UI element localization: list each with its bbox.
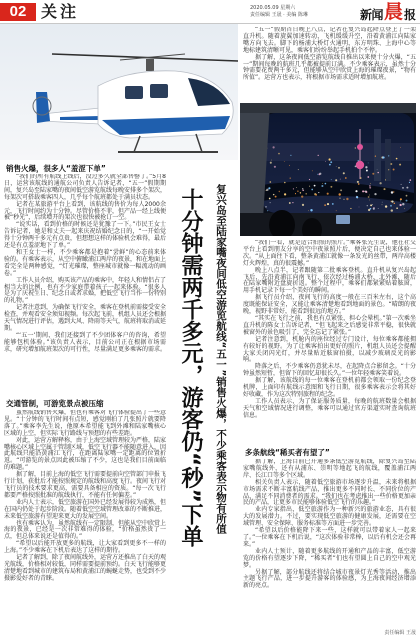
city-light [379,182,381,184]
city-light [293,188,294,189]
city-light [292,202,293,203]
city-light [271,160,272,161]
right-column-section-1 [243,240,416,445]
city-light [390,163,392,165]
city-light [265,206,266,207]
cabin-window [125,86,143,99]
city-light [269,198,271,200]
body-paragraph: “五一”假期首日晚上八点，记者在复兴岛起降点登上了一架直升机。随着旋翼加速转动，飞机缓缓升空，沿着黄浦江向陆家嘴方向飞去。脚下的杨浦大桥灯火通明，东方明珠、上海中心等地标建筑清晰可见，乘客们纷纷举起手机拍个不停。 [243,27,416,54]
body-paragraph: “希望以后能开放更多的航线，让大家看到更多不一样的上海。”不少乘客在下机后表达了这样的期待。 [4,540,166,555]
body-paragraph: “其实在飞行之前，我也有点紧张，担心会晕机。”第一次乘坐直升机的陈女士告诉记者，“但飞起来之后感觉非常平稳，很快就被窗外的景色吸引了，完全忘记了紧张。” [243,314,416,336]
city-light [275,196,277,198]
date-line: 2020.05.09 星期六 [250,5,296,11]
headline-kicker: 复兴岛至陆家嘴夜间低空游览航线“五一”销售火爆，不少乘客表示物有所值 [215,184,227,534]
city-light [382,156,384,158]
section-heading: 多条航线“稀买者有望了” [245,448,330,457]
city-light [383,188,385,190]
city-light [284,182,286,184]
city-light [382,204,383,205]
logo-part-3: 报 [403,8,416,22]
body-paragraph: 降落之后，不少乘客仍意犹未尽，在起降点合影留念。“十分钟虽然短暂，但留下的回忆却很长久。”一位年轻乘客笑着说。 [243,363,416,378]
city-light [290,177,291,178]
city-light [330,161,332,163]
city-light [401,184,402,185]
city-light [340,179,341,180]
city-light [330,186,332,188]
body-paragraph: 记者注意到，机舱内的座位经过专门设计，每位乘客都能拥有较好的视野。为了让乘客拍出更好的照片，机组人员还会提醒大家关闭闪光灯，并尽量贴近舷窗拍摄，以减少玻璃反光的影响。 [243,335,416,364]
city-light [385,179,386,180]
city-light [364,191,365,192]
city-light [340,189,342,191]
body-paragraph: 对此，运营方解释称，由于上海空域管理较为严格，陆家嘴核心区域上空属于管制区域，低空飞行器不能随意进入，因此航线只能沿黄浦江飞行，在距离陆家嘴一定距离的位置折返。“可游览的景点因此被压缩了不少，这也是我们目前面临的难题。” [4,436,166,472]
body-paragraph: 记者了解到，除了夜间航线外，运营方还推出了白天的观光航线，价格相对较低，同样需要提前预约。白天飞行能够更清楚地看到城市的建筑布局和黄浦江的蜿蜒走势，也受到不少摄影爱好者的青睐。 [4,554,166,582]
body-paragraph: 据了解，上海目前已开通多条低空游览航线，除复兴岛至陆家嘴航线外，还有从浦东、崇明等地起飞的航线，覆盖浦江两岸、长江口等多个区域。 [243,459,416,479]
city-light [369,187,371,189]
skyscraper [374,129,381,181]
city-light [301,195,303,197]
city-light [325,183,327,185]
body-paragraph: 业内人士表示，低空旅游在国外已经发展得较为成熟，但在国内仍处于起步阶段。随着低空空域管理改革的不断推进，未来低空旅游有望迎来更大的发展空间。 [4,498,166,520]
city-light [404,208,405,209]
city-light [350,208,351,209]
lead-text [243,27,416,101]
city-light [298,169,299,170]
city-light [322,183,323,184]
city-light [368,162,369,163]
body-paragraph: 记者注意到，为确保飞行安全，乘客在登机前需接受安全检查，并观看安全须知视频。每次起飞前，机组人员还会根据天气情况进行评估，遇到大风、降雨等天气，航班将取消或延期。 [4,304,166,332]
city-light [309,179,310,180]
section-heading: 销售火爆，很多人“羞涩下单” [6,164,106,173]
city-light [269,181,271,183]
city-light [343,199,344,200]
city-light [273,194,274,195]
city-light [373,207,374,208]
city-light [284,193,286,195]
body-paragraph: “我们的所有航线上线后，没过多久就全部售罄了。”5月8日，运营该航线的通航公司负责人告诉记者，“五一”假期期间，复兴岛至陆家嘴的夜间低空游览航线每晚安排多个架次，每架次可搭载乘客四人，几乎每个航班都处于满员状态。 [4,174,166,201]
city-light [393,169,395,171]
city-light [367,176,369,178]
city-light [368,196,370,198]
city-light [366,170,368,172]
city-light [318,155,319,156]
city-light [372,173,374,175]
city-light [338,167,340,169]
city-light [357,198,358,199]
city-light [346,198,348,200]
body-paragraph: 业内专家指出，低空旅游作为一种新兴的旅游业态，具有很大的发展潜力。不过，要实现低空旅游的健康发展，还需要在空域管理、安全保障、服务标准等方面进一步完善。 [243,506,416,528]
city-light [382,202,383,203]
city-light [355,190,357,192]
city-light [357,181,359,183]
body-paragraph: 虽然航线销售火爆，但也有乘客对飞行体验提出了一些意见。“十分钟的飞行时间有点短，感觉刚拍了几张照片就要降落了。”乘客李先生说，他原本希望能飞到外滩和陆家嘴核心区域的上空，但实际飞行路线与预想的有些差距。 [4,410,166,437]
body-paragraph: “希望以后价格能降下来一些，这样就可以带着家人一起来了。”一位乘客在下机后说，“这次体验非常棒，以后有机会还会再来。” [243,527,416,548]
city-light [270,162,272,164]
section-title: 关注 [41,2,80,21]
body-paragraph: 和王女士一样，不少乘客都是抱着“尝鲜”的心态前来体验的。有乘客表示，从空中俯瞰浦江两岸的夜景，和在地面上看完全是两种感觉，“灯光璀璨，整座城市就像一幅流动的画卷。” [4,248,166,277]
city-light [400,200,401,201]
city-light [324,204,326,206]
page-number: 02 [0,3,36,21]
city-light [360,177,362,179]
city-light [345,177,347,179]
city-light [394,203,395,204]
city-light [377,169,378,170]
city-light [400,147,401,148]
right-column-section-2 [243,459,416,625]
window-frame-top [240,103,416,113]
body-paragraph: “说实话，看到价格的时候还是犹豫了一下。”市民王女士告诉记者，她是和丈夫一起来庆祝结婚纪念日的，“一开始觉得十分钟两千多元有点贵，但想想这样的体验机会难得，最后还是有点羞涩地下了单。” [4,221,166,250]
city-light [370,204,372,206]
city-light [302,204,304,206]
city-light [327,203,329,205]
city-light [400,198,402,200]
city-light [327,193,329,195]
city-light [369,200,370,201]
city-light [273,146,275,148]
city-light [297,190,299,192]
city-light [399,164,401,166]
tower-sphere [356,161,364,169]
body-paragraph: 据了解，该航线的每一位乘客在登机前都会领取一份纪念登机牌，上面印有航线示意图和飞行日期，很多乘客表示会将其好好收藏，作为这次特别旅程的纪念。 [243,377,416,398]
city-light [362,190,364,192]
city-light [302,188,303,189]
helicopter-photo [0,24,238,160]
body-paragraph: “我们一看，就是适合拍照的照片。”乘客张先生说，他在社交平台上看到朋友分享的空中夜景照片后，便决定自己也来体验一次。“从上面往下看，整条黄浦江就像一条发光的丝带，两岸高楼灯火辉煌，真的很震撼。” [243,240,416,267]
city-light [366,191,368,193]
city-light [311,189,313,191]
body-paragraph: 据了解，目前上海的低空飞行需要提前向空管部门申报飞行计划，获批后才能按照规定的航线和高度飞行。夜间飞行对飞行员的技术要求更高，需要具备相应的资质。“每一次飞行都要严格按照批准的航线执行，不能有任何偏差。” [4,471,166,499]
city-light [388,169,389,170]
city-light [369,195,370,196]
section-heading: 交通管制，可游览景点被压缩 [6,399,104,408]
city-light [377,172,378,173]
city-light [365,166,367,168]
body-paragraph: 据了解，这条夜间低空游览航线自推出以来便十分火爆，“五一”期间每晚的航班几乎都被提前订满。不少乘客表示，虽然十分钟需要花费两千多元，但能够从空中欣赏上海的璀璨夜景，“物有所值”。运营方也表示，将根据市场需求适时增加航班。 [243,53,416,82]
city-light [355,147,356,148]
city-light [266,189,268,191]
body-paragraph: 相关负责人表示，随着低空旅游市场逐步升温，未来将根据市场需求不断丰富航线产品，推出更多不同时长、不同价位的产品，满足不同消费者的需求。“我们也在考虑推出一些价格更加亲民的产品，让更多市民能够体验低空飞行的乐趣。” [243,478,416,507]
city-light [409,182,410,183]
city-light [391,191,393,193]
city-light [315,194,316,195]
city-light [278,153,280,155]
city-light [358,183,360,185]
left-column-section-1 [4,174,166,396]
city-light [372,204,373,205]
city-light [369,185,371,187]
city-light [279,191,280,192]
city-light [406,195,408,197]
city-light [309,186,310,187]
city-light [370,183,371,184]
city-light [406,187,408,189]
rotor-mast [146,59,154,71]
body-paragraph: 也有乘客认为，虽然航线有一定限制，但能从空中欣赏上海的夜景，已经是一次非常难得的体验，“价格虽然贵了一点，但总体来说还是值得的。” [4,519,166,541]
body-paragraph: 工作人员表示，为了保证服务质量，每晚的航班数量会根据天气和空域情况进行调整，乘客可以通过官方渠道实时查询航班信息。 [243,397,416,419]
skyscraper [385,139,391,181]
city-light [356,196,357,197]
city-light [312,170,313,171]
city-light [375,155,376,156]
night-city-illustration [240,103,416,236]
body-paragraph: 据飞行员介绍，夜间飞行的高度一般在三百米左右，这个高度既能保证安全，又能让乘客清楚地看到地面的景色。“晴朗的夜晚，视野非常好，能看到很远的地方。” [243,294,416,316]
cabin-window [150,84,168,98]
city-light [391,209,393,211]
city-light [402,187,404,189]
city-light [355,166,357,168]
city-light [321,185,323,187]
city-light [318,192,319,193]
city-light [336,166,337,167]
city-light [289,165,290,166]
city-light [302,189,304,191]
phone-screen [336,215,350,224]
body-paragraph: “‘五一’期间，我们还接到了不少团体客户的咨询，希望能够包机体验。”该负责人表示，目前公司正在根据市场需求，研究增加航班架次的可行性，尽量满足更多乘客的需求。 [4,331,166,353]
city-light [317,174,318,175]
city-light [296,187,297,188]
city-light [339,193,341,195]
city-light [402,203,404,205]
city-light [368,209,370,211]
horizon-glow [262,143,414,161]
city-light [268,187,270,189]
tower-sphere [357,144,363,150]
city-light [290,155,291,156]
city-light [331,179,332,180]
city-light [336,210,337,211]
city-light [390,205,392,207]
main-headline: 十分钟需两千多元，游客仍“秒”下单 [178,188,203,547]
city-light [406,200,408,202]
helicopter-illustration [0,24,238,160]
city-light [284,161,285,162]
city-light [274,166,276,168]
city-light [270,202,271,203]
newspaper-logo [360,1,416,22]
logo-part-2: 晨 [383,1,403,23]
city-light [300,192,301,193]
footer-editor: 责任编辑 王晟 [384,630,416,636]
city-light [329,164,331,166]
city-light [396,207,398,209]
city-light [399,204,401,206]
city-light [335,179,337,181]
body-paragraph: 晚上八点半，记者跟随第二批乘客登机。直升机从复兴岛起飞后，先沿黄浦江向南飞行，依次经过杨浦大桥、北外滩，随后在陆家嘴附近盘旋折返。整个过程中，乘客们都紧紧贴着舷窗，用手机记录下每一个美好的瞬间。 [243,266,416,295]
editor-line: 责任编辑 王晟 · 美编 陈琳 [250,12,308,18]
city-light [378,208,379,209]
night-view-photo [240,103,416,236]
left-column-section-2 [4,410,166,630]
city-light [343,172,345,174]
city-light [396,158,398,160]
city-light [329,158,331,160]
city-light [367,205,368,206]
city-light [314,185,316,187]
city-light [318,173,320,175]
city-light [339,198,340,199]
cabin-lower [240,213,416,236]
city-light [374,193,376,195]
city-light [325,161,326,162]
city-light [310,209,312,211]
city-light [358,160,360,162]
city-light [359,207,360,208]
city-light [308,210,309,211]
city-light [267,210,268,211]
city-light [289,202,291,204]
city-light [385,205,387,207]
logo-part-1: 新闻 [359,8,383,22]
city-light [332,203,334,205]
body-paragraph: 记者在某旅游平台上看到，该航线的售价为每人2000余元，飞行时间约为十分钟。尽管价格不菲，但产品一经上线便被“秒光”，后续增开的架次也很快被抢订一空。 [4,200,166,222]
body-paragraph: 另据了解，部分航线还将结合城市夜景灯光秀等活动，推出主题飞行产品，进一步提升游客的体验感，为上海夜间经济增添新的亮点。 [243,568,416,590]
city-light [305,193,307,195]
city-light [410,179,412,181]
city-light [392,201,393,202]
city-light [388,155,389,156]
city-light [295,193,296,194]
body-paragraph: 业内人士预计，随着更多航线的开通和产品的丰富，低空游览的价格有望逐步下降，“稀买者”们也有望圆上自己的空中观光梦。 [243,547,416,569]
body-paragraph: 工作人员介绍，购买该产品的乘客中，年轻人和情侣占了相当大的比例，也有不少家庭带着孩子一起来体验。“很多人是为了庆祝生日、纪念日或者求婚，把低空飞行当作一份特别的礼物。” [4,276,166,305]
